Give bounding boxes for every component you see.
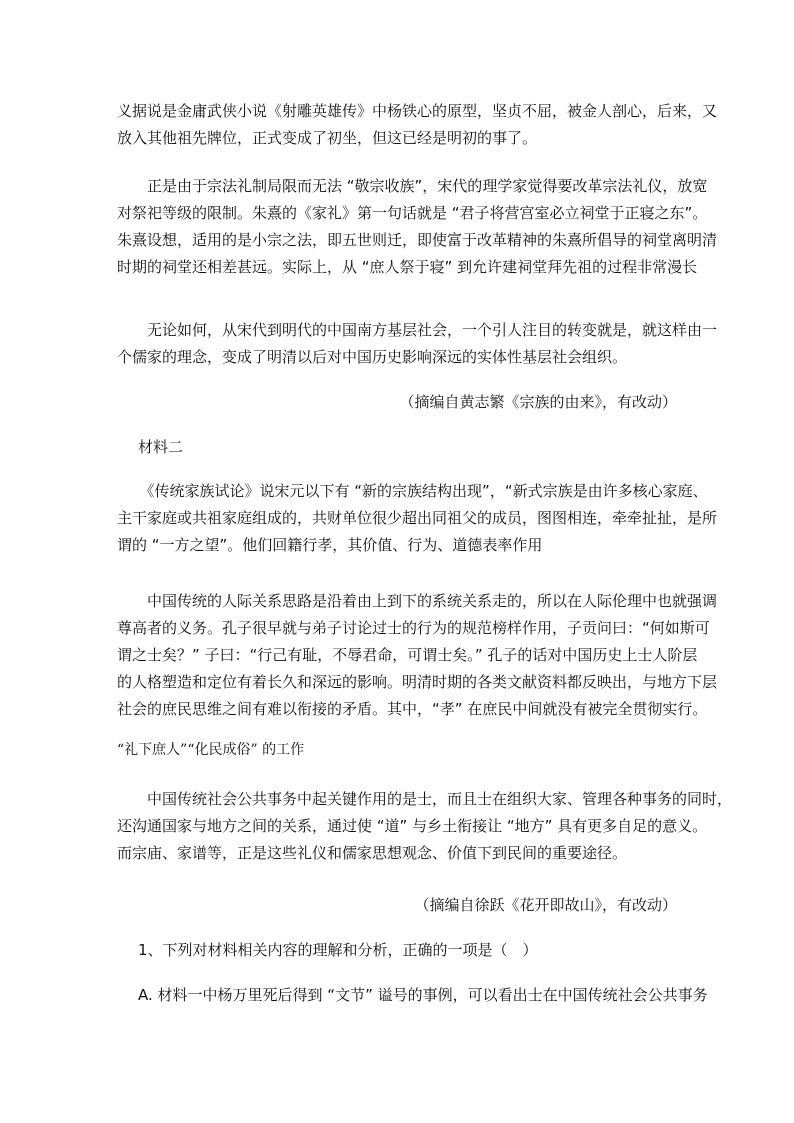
text-line: “礼下庶人”“化民成俗” 的工作 (117, 742, 305, 758)
text-line: 的人格塑造和定位有着长久和深远的影响。明清时期的各类文献资料都反映出，与地方下层 (117, 673, 718, 691)
text-line: 而宗庙、家谱等，正是这些礼仪和儒家思想观念、价值下到民间的重要途径。 (117, 844, 628, 862)
paragraph-4 (117, 478, 718, 559)
text-line: 还沟通国家与地方之间的关系，通过使 “道” 与乡土衔接让 “地方” 具有更多自足的意义。 (117, 817, 708, 835)
material-2-heading: 材料二 (138, 438, 184, 456)
text-line: 尊高者的义务。孔子很早就与弟子讨论过士的行为的规范榜样作用，子贡问曰：“何如斯可 (117, 619, 710, 637)
text-line: 谓之士矣？” 子曰：“行己有耻，不辱君命，可谓士矣。” 孔子的话对中国历史上士人阶层 (117, 646, 698, 664)
paragraph-5 (117, 588, 718, 723)
text-line: 正是由于宗法礼制局限而无法 “敬宗收族”，宋代的理学家觉得要改革宗法礼仪，放宽 (117, 177, 708, 195)
option-a: A. 材料一中杨万里死后得到 “文节” 谥号的事例，可以看出士在中国传统社会公共事务 (138, 986, 708, 1004)
source-citation-2: （摘编自徐跃《花开即故山》，有改动） (414, 896, 677, 914)
text-line: 主干家庭或共祖家庭组成的，共财单位很少超出同祖父的成员，图图相连，牵牵扯扯，是所 (117, 509, 718, 527)
question-1: 1、下列对材料相关内容的理解和分析，正确的一项是（ ） (138, 941, 538, 959)
text-line: 时期的祠堂还相差甚远。实际上，从 “庶人祭于寝” 到允许建祠堂拜先祖的过程非常漫长 (117, 258, 698, 276)
text-line: 谓的 “一方之望”。他们回籍行孝，其价值、行为、道德表率作用 (117, 536, 543, 554)
text-line: 对祭祀等级的限制。朱熹的《家礼》第一句话就是 “君子将营宫室必立祠堂于正寝之东”。 (117, 204, 708, 222)
paragraph-1 (117, 98, 718, 152)
text-line: 无论如何，从宋代到明代的中国南方基层社会，一个引人注目的转变就是，就这样由一 (117, 321, 718, 339)
text-line: 社会的庶民思维之间有难以衔接的矛盾。其中，“孝” 在庶民中间就没有被完全贯彻实行。 (117, 700, 708, 718)
paragraph-2 (117, 173, 718, 281)
text-line: 个儒家的理念，变成了明清以后对中国历史影响深远的实体性基层社会组织。 (117, 348, 628, 366)
paragraph-7 (117, 786, 733, 867)
text-line: 中国传统社会公共事务中起关键作用的是士，而且士在组织大家、管理各种事务的同时， (117, 790, 733, 808)
paragraph-3 (117, 317, 718, 371)
source-citation-1: （摘编自黄志繁《宗族的由来》，有改动） (399, 393, 677, 411)
paragraph-6 (117, 738, 677, 762)
text-line: 《传统家族试论》说宋元以下有 “新的宗族结构出现”，“新式宗族是由许多核心家庭、 (117, 482, 708, 500)
text-line: 朱熹设想，适用的是小宗之法，即五世则迁，即使富于改革精神的朱熹所倡导的祠堂离明清 (117, 231, 718, 249)
text-line: 中国传统的人际关系思路是沿着由上到下的系统关系走的，所以在人际伦理中也就强调 (117, 592, 718, 610)
text-line: 放入其他祖先牌位，正式变成了初坐，但这已经是明初的事了。 (117, 129, 538, 147)
text-line: 义据说是金庸武侠小说《射雕英雄传》中杨铁心的原型，坚贞不屈，被金人剖心，后来，又 (117, 102, 718, 120)
